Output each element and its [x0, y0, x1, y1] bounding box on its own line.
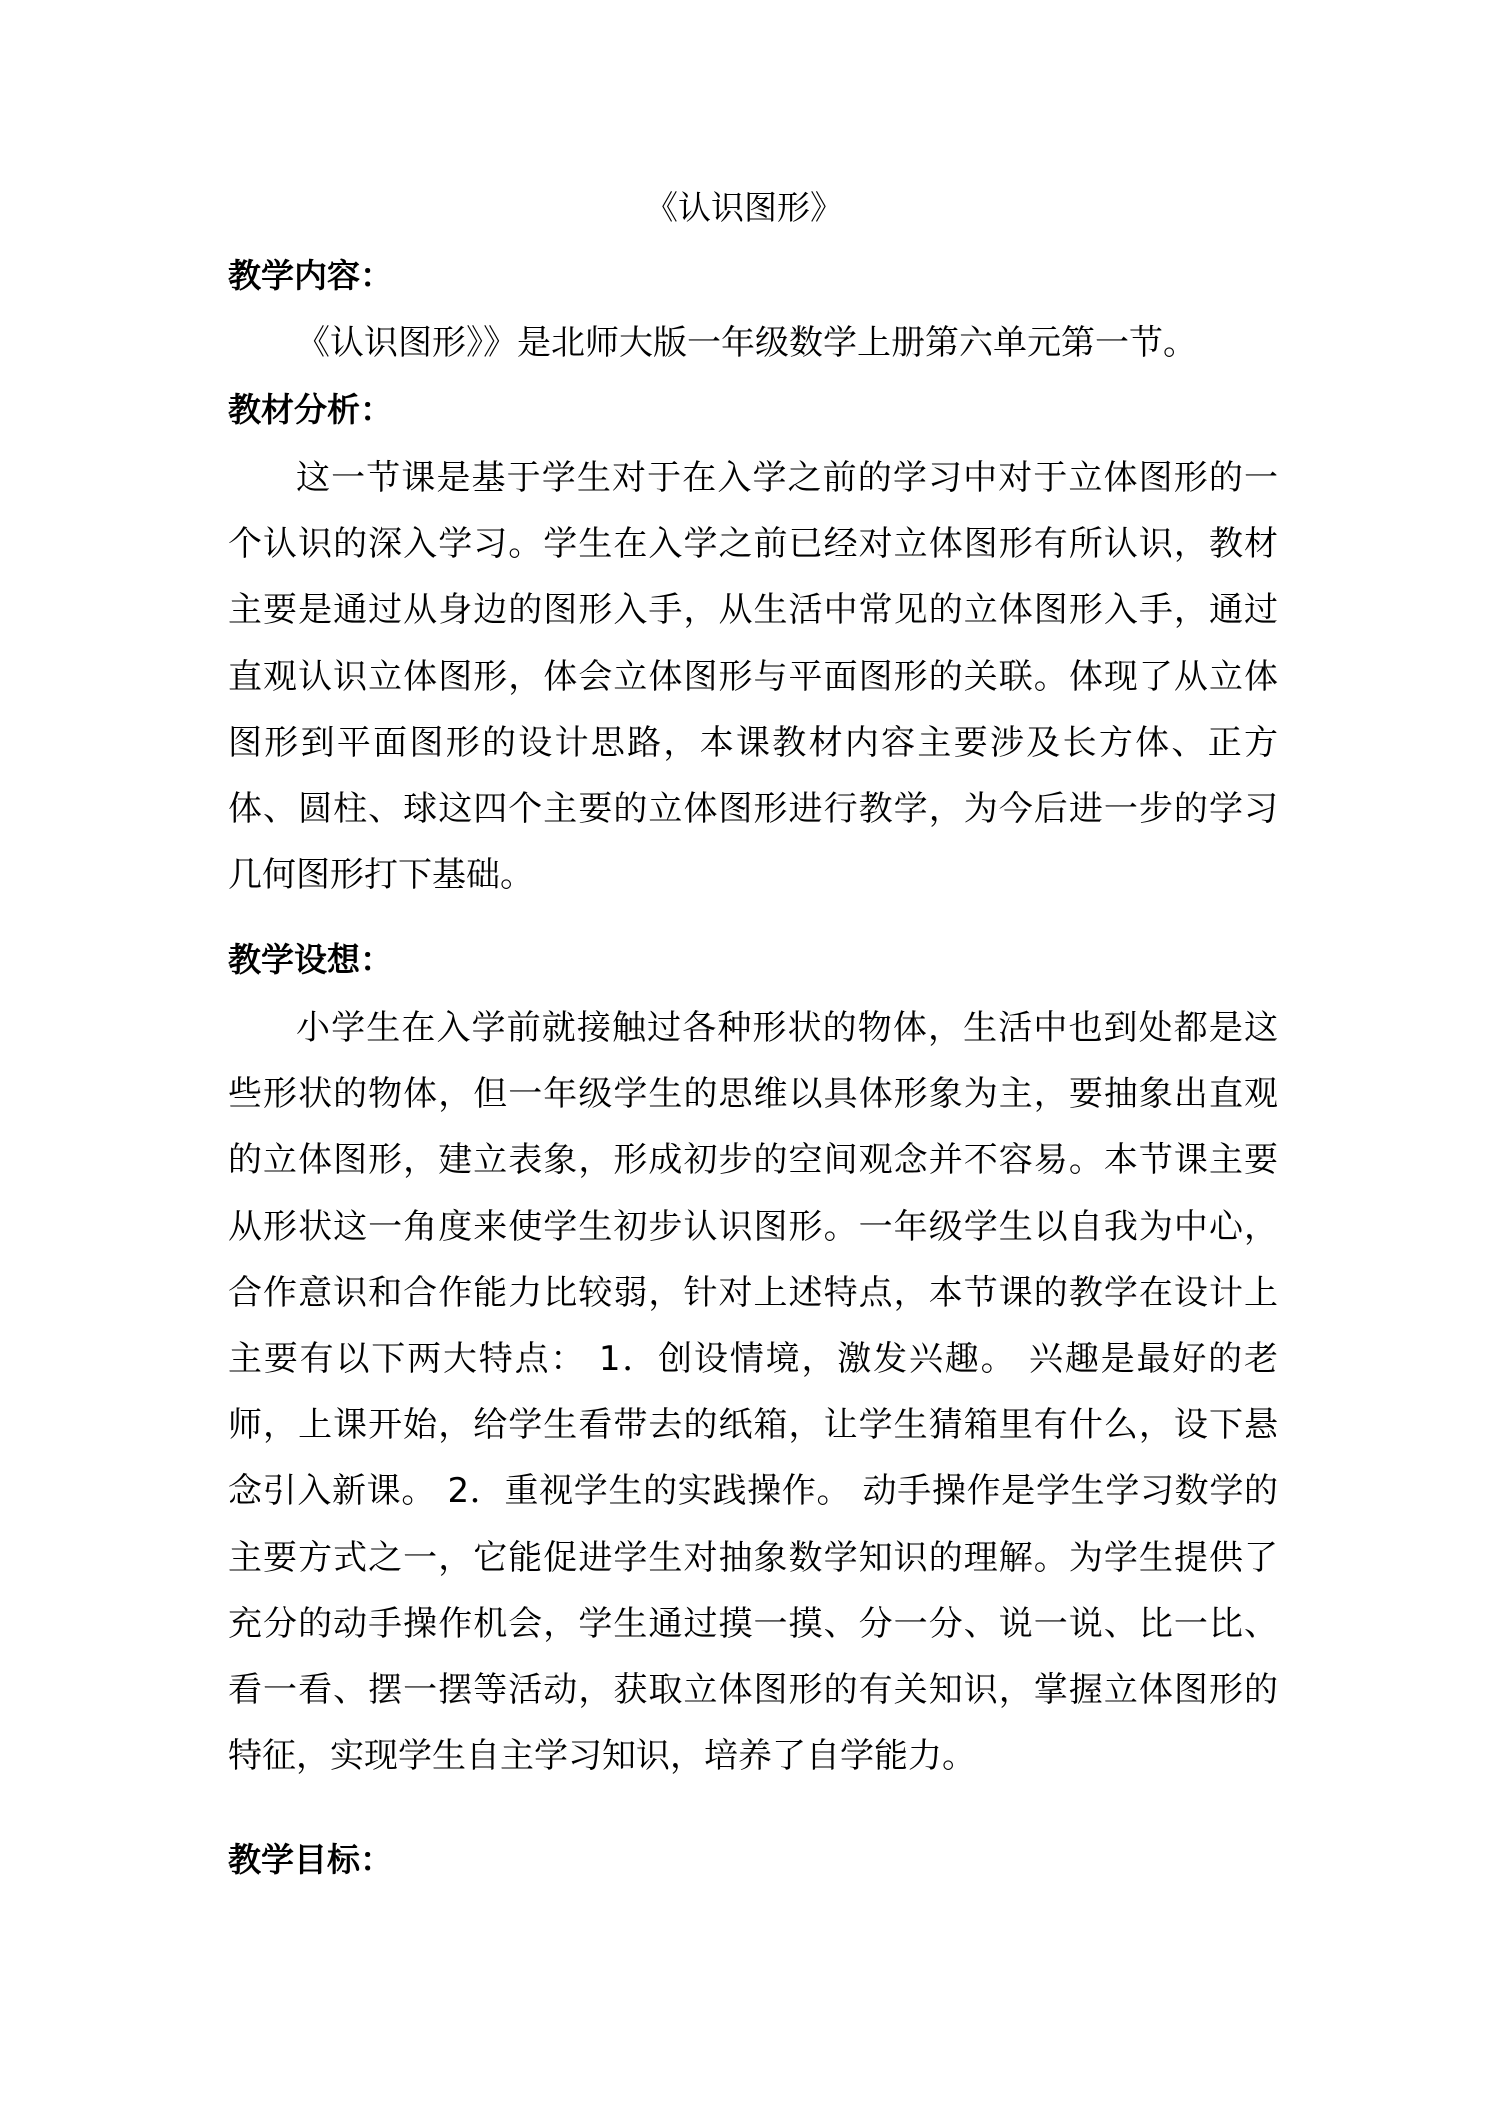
section-heading-content: 教学内容：: [228, 256, 393, 295]
section-heading-design: 教学设想：: [228, 940, 393, 979]
section-paragraph-analysis: 这一节课是基于学生对于在入学之前的学习中对于立体图形的一个认识的深入学习。学生在入学之前已经对立体图形有所认识，教材主要是通过从身边的图形入手，从生活中常见的立体图形入手，通过直观认识立体图形，体会立体图形与平面图形的关联。体现了从立体图形到平面图形的设计思路，本课教材内容主要涉及长方体、正方体、圆柱、球这四个主要的立体图形进行教学，为今后进一步的学习几何图形打下基础。: [228, 458, 1278, 896]
section-heading-analysis: 教材分析：: [228, 390, 393, 429]
section-heading-objectives: 教学目标：: [228, 1840, 393, 1879]
section-paragraph-design: 小学生在入学前就接触过各种形状的物体，生活中也到处都是这些形状的物体，但一年级学生的思维以具体形象为主，要抽象出直观的立体图形，建立表象，形成初步的空间观念并不容易。本节课主要从形状这一角度来使学生初步认识图形。一年级学生以自我为中心，合作意识和合作能力比较弱，针对上述特点，本节课的教学在设计上主要有以下两大特点： 1．创设情境，激发兴趣。 兴趣是最好的老师，上课开始，给学生看带去的纸箱，让学生猜箱里有什么，设下悬念引入新课。 2．重视学生的实践操作。 动手操作是学生学习数学的主要方式之一，它能促进学生对抽象数学知识的理解。为学生提供了充分的动手操作机会，学生通过摸一摸、分一分、说一说、比一比、看一看、摆一摆等活动，获取立体图形的有关知识，掌握立体图形的特征，实现学生自主学习知识，培养了自学能力。: [228, 1008, 1278, 1777]
section-paragraph-content: 《认识图形》》是北师大版一年级数学上册第六单元第一节。: [296, 323, 1197, 363]
document-title: 《认识图形》: [645, 188, 843, 227]
